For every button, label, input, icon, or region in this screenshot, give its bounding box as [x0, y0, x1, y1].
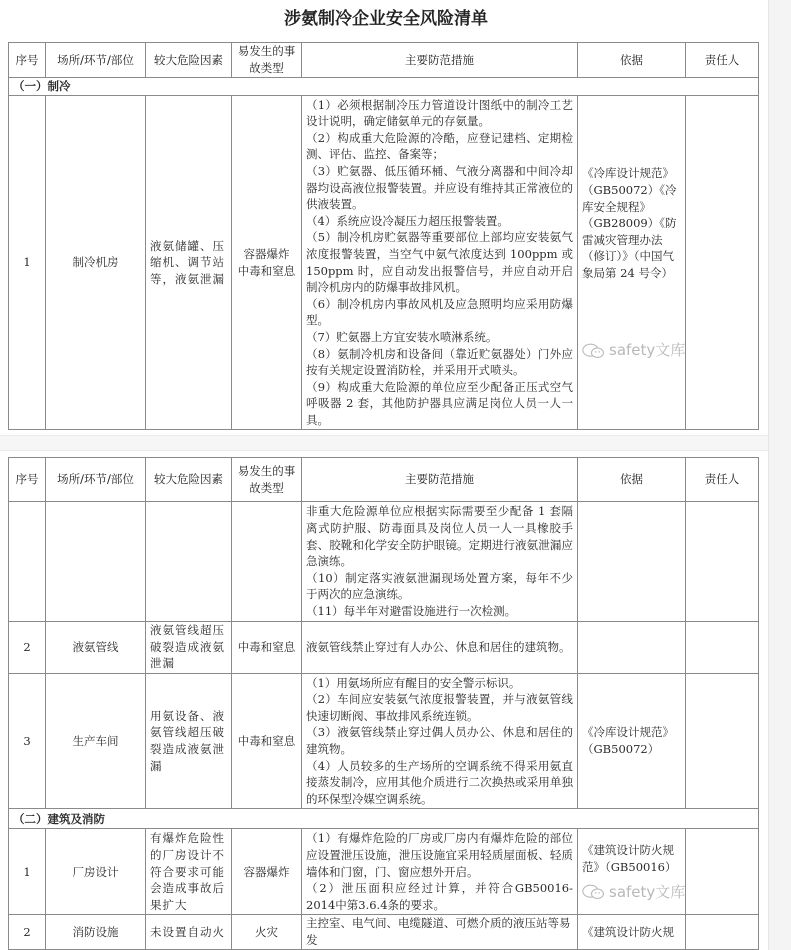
cell-place: 厂房设计 [46, 829, 146, 915]
measure-item: （11）每半年对避雷设施进行一次检测。 [306, 604, 517, 619]
cell-place: 生产车间 [46, 673, 146, 809]
cell-basis [578, 621, 686, 673]
watermark [582, 883, 686, 902]
header-owner: 责任人 [686, 458, 759, 502]
watermark-text: safety文库 [609, 883, 686, 902]
cell-no: 1 [9, 829, 46, 915]
cell-no: 2 [9, 621, 46, 673]
page-scroll-gutter [768, 0, 791, 950]
header-basis: 依据 [578, 458, 686, 502]
measure-item: （3）贮氨器、低压循环桶、气液分离器和中间冷却器均设高液位报警装置。并应设有维持其正常液位的供液装置。 [306, 163, 573, 212]
cell-no: 3 [9, 673, 46, 809]
basis-text: 《冷库设计规范》（GB50072）《冷库安全规程》（GB28009）《防雷减灾管理办法（修订）》（中国气象局第 24 号令） [582, 166, 677, 281]
cell-risk: 有爆炸危险性的厂房设计不符合要求可能会造成事故后果扩大 [146, 829, 232, 915]
cell-place: 制冷机房 [46, 95, 146, 430]
measure-item: （4）人员较多的生产场所的空调系统不得采用氨直接蒸发制冷，应用其他介质进行二次换热或采用单独的环保型冷媒空调系统。 [306, 758, 573, 806]
cell-type: 容器爆炸 中毒和窒息 [232, 95, 302, 430]
measure-item: （4）系统应设冷凝压力超压报警装置。 [306, 213, 509, 228]
cell-basis [578, 95, 686, 430]
table-row [9, 915, 759, 949]
table-row [9, 502, 759, 621]
header-risk: 较大危险因素 [146, 43, 232, 78]
measure-item: （9）构成重大危险源的单位应至少配备正压式空气呼吸器 2 套，其他防护器具应满足岗位人员一人一具。 [306, 379, 573, 427]
cell-basis: 《建筑设计防火规 [578, 915, 686, 949]
table-header-row [9, 43, 759, 78]
table-header-row [9, 458, 759, 502]
header-owner: 责任人 [686, 43, 759, 78]
cell-measures: 主控室、电气间、电缆隧道、可燃介质的液压站等易发 [302, 915, 578, 949]
cell-place: 液氨管线 [46, 621, 146, 673]
watermark-text: safety文库 [609, 341, 686, 360]
cell-risk: 液氨储罐、压缩机、调节站等，液氨泄漏 [146, 95, 232, 430]
cell-measures [302, 95, 578, 430]
section-row: （一）制冷 [9, 78, 759, 96]
measure-item: （8）氨制冷机房和设备间（靠近贮氨器处）门外应按有关规定设置消防栓，并采用开式喷头。 [306, 346, 573, 378]
cell-type: 火灾 [232, 915, 302, 949]
cell-risk: 液氨管线超压破裂造成液氨泄漏 [146, 621, 232, 673]
measure-item: （1）用氨场所应有醒目的安全警示标识。 [306, 675, 521, 690]
wechat-icon [582, 342, 606, 360]
cell-owner [686, 915, 759, 949]
cell-type: 中毒和窒息 [232, 621, 302, 673]
measure-item: （10）制定落实液氨泄漏现场处置方案，每年不少于两次的应急演练。 [306, 570, 573, 602]
measure-item: （3）液氨管线禁止穿过偶人员办公、休息和居住的建筑物。 [306, 725, 573, 756]
cell-risk: 用氨设备、液氨管线超压破裂造成液氨泄漏 [146, 673, 232, 809]
header-risk: 较大危险因素 [146, 458, 232, 502]
cell-measures [302, 829, 578, 915]
wechat-icon [582, 883, 606, 901]
cell-measures [302, 673, 578, 809]
header-no: 序号 [9, 458, 46, 502]
cell-owner [686, 95, 759, 430]
cell-type: 中毒和窒息 [232, 673, 302, 809]
header-measures: 主要防范措施 [302, 43, 578, 78]
table-row [9, 673, 759, 809]
cell-measures: 液氨管线禁止穿过有人办公、休息和居住的建筑物。 [302, 621, 578, 673]
table-row [9, 829, 759, 915]
measure-item: （6）制冷机房内事故风机及应急照明均应采用防爆型。 [306, 296, 573, 328]
header-basis: 依据 [578, 43, 686, 78]
measure-item: （5）制冷机房贮氨器等重要部位上部均应安装氨气浓度报警装置，当空气中氨气浓度达到 100ppm 或150ppm 时，应自动发出报警信号，并应自动开启制冷机房内的防爆事故排风机。 [306, 230, 573, 295]
cell-no: 2 [9, 915, 46, 949]
measure-item: 非重大危险源单位应根据实际需要至少配备 1 套隔离式防护服、防毒面具及岗位人员一人一具橡胶手套、胶靴和化学安全防护眼镜。定期进行液氨泄漏应急演练。 [306, 504, 573, 569]
cell-type: 容器爆炸 [232, 829, 302, 915]
header-no: 序号 [9, 43, 46, 78]
table-row [9, 621, 759, 673]
watermark [582, 341, 686, 360]
cell-basis: 《冷库设计规范》（GB50072） [578, 673, 686, 809]
cell-owner [686, 621, 759, 673]
cell-risk: 未设置自动火 [146, 915, 232, 949]
cell-no: 1 [9, 95, 46, 430]
section-row: （二）建筑及消防 [9, 809, 759, 829]
panel-separator [0, 435, 770, 451]
header-type: 易发生的事故类型 [232, 43, 302, 78]
table-row [9, 95, 759, 430]
cell-owner [686, 829, 759, 915]
cell-owner [686, 673, 759, 809]
measure-item: （2）车间应安装氨气浓度报警装置，并与液氨管线快速切断阀、事故排风系统连锁。 [306, 692, 573, 723]
header-place: 场所/环节/部位 [46, 458, 146, 502]
risk-table-2 [8, 457, 759, 949]
measure-item: （1）有爆炸危险的厂房或厂房内有爆炸危险的部位应设置泄压设施，泄压设施宜采用轻质屋面板、轻质墙体和门窗，门、窗应想外开启。 [306, 831, 573, 879]
cell-measures [302, 502, 578, 621]
measure-item: （2）构成重大危险源的冷酷，应登记建档、定期检测、评估、监控、备案等； [306, 130, 573, 162]
basis-text: 《建筑设计防火规范》（GB50016） [582, 843, 677, 874]
cell-place: 消防设施 [46, 915, 146, 949]
cell-basis [578, 829, 686, 915]
measure-item: （2）泄压面积应经过计算，并符合GB50016-2014中第3.6.4条的要求。 [306, 881, 573, 912]
header-measures: 主要防范措施 [302, 458, 578, 502]
header-place: 场所/环节/部位 [46, 43, 146, 78]
measure-item: （7）贮氨器上方宜安装水喷淋系统。 [306, 329, 498, 344]
measure-item: （1）必须根据制冷压力管道设计图纸中的制冷工艺设计说明，确定储氨单元的存氨量。 [306, 97, 573, 129]
page-title: 涉氨制冷企业安全风险清单 [284, 9, 488, 29]
header-type: 易发生的事故类型 [232, 458, 302, 502]
risk-table-1 [8, 42, 759, 430]
